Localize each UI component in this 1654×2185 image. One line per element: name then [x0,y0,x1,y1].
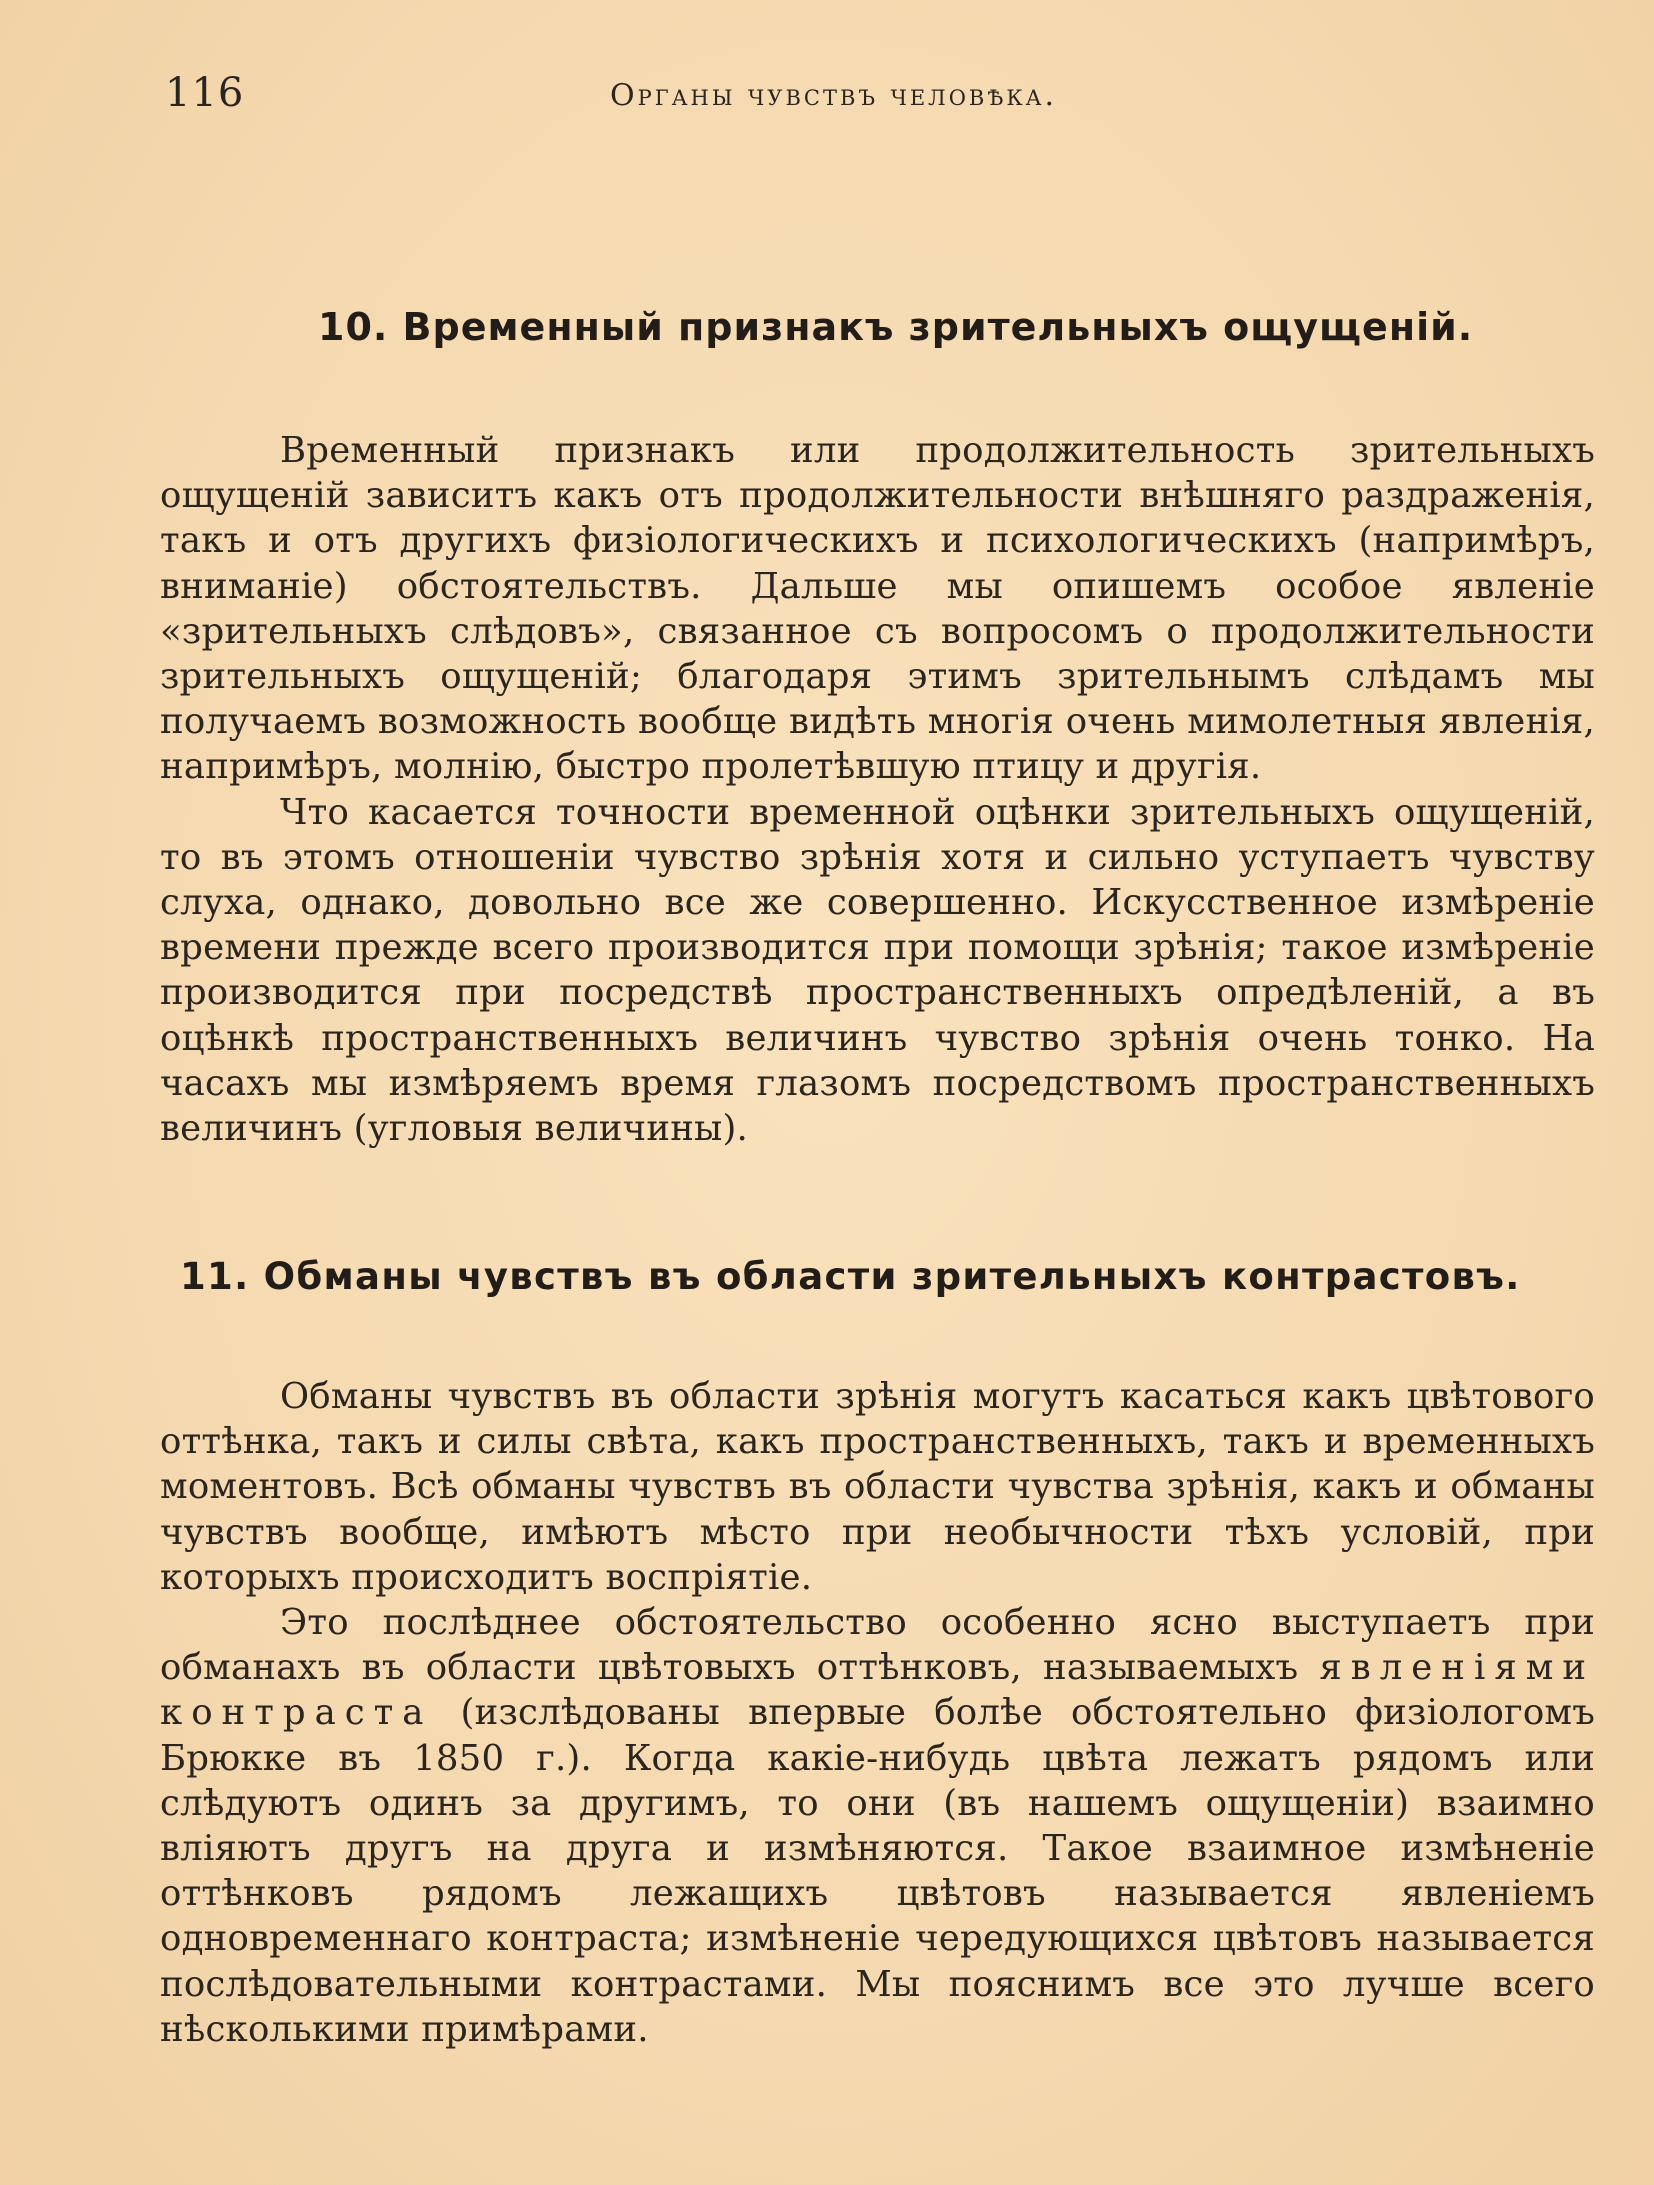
paragraph: Что касается точности временной оцѣнки зрительныхъ ощущенiй, то въ этомъ отношенiи чувство зрѣнiя хотя и сильно уступаетъ чувству слуха, однако, довольно все же совершенно. Искусственное измѣренiе времени прежде всего производится при помощи зрѣнiя; такое измѣренiе производится при посредствѣ пространственныхъ опредѣленiй, а въ оцѣнкѣ пространственныхъ величинъ чувство зрѣнiя очень тонко. На часахъ мы измѣряемъ время глазомъ посредствомъ пространственныхъ величинъ (угловыя величины). [160,791,1595,1150]
section-heading-11: 11. Обманы чувствъ въ области зрительныхъ контрастовъ. [180,1255,1521,1298]
running-title: Органы чувствъ человѣка. [610,78,1058,113]
page-number: 116 [165,70,245,116]
paragraph-text: (изслѣдованы впервые болѣе обстоятельно физiологомъ Брюкке въ 1850 г.). Когда какiе-нибудь цвѣта лежатъ рядомъ или слѣдуютъ одинъ за другимъ, то они (въ нашемъ ощущенiи) взаимно влiяютъ другъ на друга и измѣняются. Такое взаимное измѣненiе оттѣнковъ рядомъ лежащихъ цвѣтовъ называется явленiемъ одновременнаго контраста; измѣненiе чередующихся цвѣтовъ называется послѣдовательными контрастами. Мы пояснимъ все это лучше всего нѣсколькими примѣрами. [160,1692,1595,2050]
spaced-emphasis: явленiями контраста [160,1647,1595,1734]
section-body-11 [160,1374,1595,2052]
paragraph [160,1600,1595,2052]
paragraph: Временный признакъ или продолжительность зрительныхъ ощущенiй зависитъ какъ отъ продолжительности внѣшняго раздраженiя, такъ и отъ другихъ физiологическихъ и психологическихъ (напримѣръ, вниманiе) обстоятельствъ. Дальше мы опишемъ особое явленiе «зрительныхъ слѣдовъ», связанное съ вопросомъ о продолжительности зрительныхъ ощущенiй; благодаря этимъ зрительнымъ слѣдамъ мы получаемъ возможность вообще видѣть многiя очень мимолетныя явленiя, напримѣръ, молнiю, быстро пролетѣвшую птицу и другiя. [160,430,1595,788]
paragraph-text: Это послѣднее обстоятельство особенно ясно выступаетъ при обманахъ въ области цвѣтовыхъ оттѣнковъ, называемыхъ [160,1602,1595,1689]
section-heading-10: 10. Временный признакъ зрительныхъ ощущенiй. [318,305,1474,349]
running-head [165,70,1595,120]
paragraph: Обманы чувствъ въ области зрѣнiя могутъ касаться какъ цвѣтового оттѣнка, такъ и силы свѣта, какъ пространственныхъ, такъ и временныхъ моментовъ. Всѣ обманы чувствъ въ области чувства зрѣнiя, какъ и обманы чувствъ вообще, имѣютъ мѣсто при необычности тѣхъ условiй, при которыхъ происходитъ воспрiятiе. [160,1376,1595,1598]
section-body-10 [160,428,1595,1151]
